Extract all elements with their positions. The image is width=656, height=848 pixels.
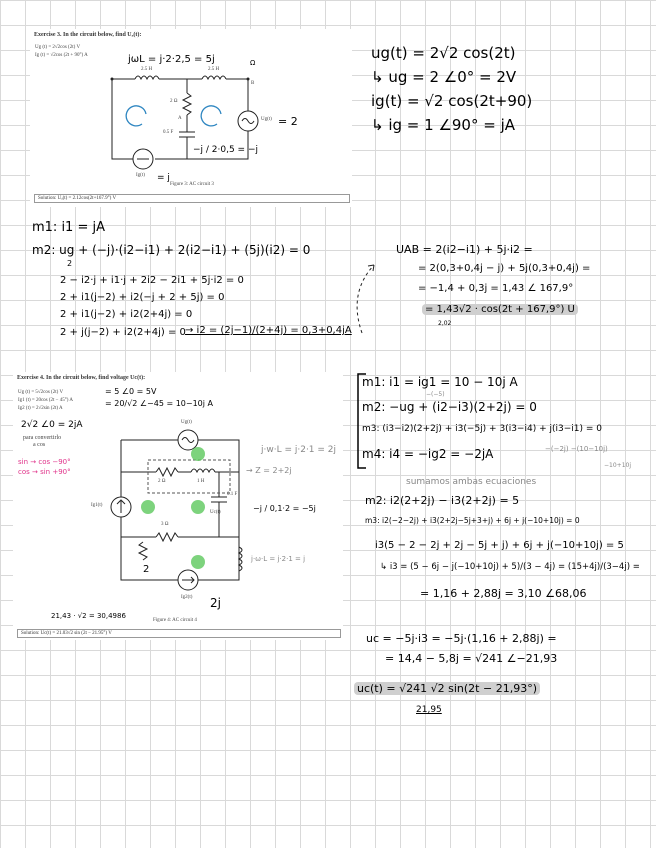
mesh3-i2-result: → i2 = (2j−1)/(2+4j) = 0,3+0,4jA bbox=[185, 325, 352, 336]
ex4-annotation-jwl: j·w·L = j·2·1 = 2j bbox=[261, 445, 337, 455]
label-ig-source: Ig(t) bbox=[136, 173, 145, 178]
ex4-annotation-l: j·ω·L = j·2·1 = j bbox=[251, 555, 306, 563]
uab-line4: = 1,43√2 · cos(2t + 167,9°) U bbox=[422, 304, 578, 315]
uab-line3: = −1,4 + 0,3j = 1,43 ∠ 167,9° bbox=[418, 283, 574, 294]
ex4-label-uc: Uc(t) bbox=[210, 510, 221, 515]
inductor-1h bbox=[191, 469, 215, 472]
phasor-ig-time: ig(t) = √2 cos(2t+90) bbox=[371, 92, 533, 110]
inductor-l1-symbol bbox=[135, 76, 159, 79]
exercise-3-title: Exercise 3. In the circuit below, find Uₐ(t): bbox=[34, 32, 142, 38]
mesh3-m2-sub: 2 bbox=[67, 259, 73, 268]
ex4-below-calc: 21,43 · √2 = 30,4986 bbox=[51, 612, 126, 620]
uc-line1: uc = −5j·i3 = −5j·(1,16 + 2,88j) = bbox=[366, 632, 557, 645]
exercise-4-panel bbox=[13, 372, 343, 640]
ex4-label-c: 0.1 F bbox=[227, 492, 238, 497]
phasor-ig: ↳ ig = 1 ∠90° = jA bbox=[371, 116, 516, 134]
ex4-mesh-m1-sub: −(−5) bbox=[426, 391, 445, 398]
ex4-i3-calc: ↳ i3 = (5 − 6j − j(−10+10j) + 5)/(3 − 4j) = (15+4j)/(3−4j) = bbox=[380, 562, 640, 572]
uc-time: uc(t) = √241 √2 sin(2t − 21,93°) bbox=[354, 682, 540, 695]
exercise-4-given-ig1: Ig1 (t) = 20cos (2t − 45°) A bbox=[18, 398, 73, 403]
exercise-4-given-ig2: Ig2 (t) = 2√2sin (2t) A bbox=[18, 406, 63, 411]
ex4-mesh-m1: m1: i1 = ig1 = 10 − 10j A bbox=[362, 375, 518, 389]
ex4-annotation-ig1: = 20/√2 ∠−45 = 10−10j A bbox=[105, 399, 213, 408]
resistor-symbol bbox=[183, 93, 191, 115]
exercise-4-solution: Solution: Uc(t) = 21.03√2 sin (2t − 21.95°) V bbox=[17, 629, 341, 638]
mesh-2-arrow bbox=[201, 106, 221, 126]
ex4-label-r2: 3 Ω bbox=[161, 522, 169, 527]
exercise-3-panel bbox=[30, 29, 352, 207]
uab-line2: = 2(0,3+0,4j − j) + 5j(0,3+0,4j) = bbox=[418, 263, 591, 274]
dashed-arrow bbox=[352, 258, 392, 338]
ex4-eq-m3: m3: i2(−2−2j) + i3(2+2j−5j+3+j) + 6j + j(−10+10j) = 0 bbox=[365, 516, 580, 525]
ex4-eq-m2: m2: i2(2+2j) − i3(2+2j) = 5 bbox=[365, 494, 520, 507]
uc-line2: = 14,4 − 5,8j = √241 ∠−21,93 bbox=[385, 652, 558, 665]
label-ug-source: Ug(t) bbox=[261, 117, 272, 122]
ex4-label-ug: Ug(t) bbox=[181, 420, 192, 425]
ex4-label-l1: 1 H bbox=[197, 479, 205, 484]
resistor-3ohm bbox=[156, 533, 178, 541]
label-node-a: A bbox=[178, 116, 182, 121]
phasor-ug: ↳ ug = 2 ∠0° = 2V bbox=[371, 68, 517, 86]
mesh-1-arrow bbox=[126, 106, 146, 126]
mesh3-line5: 2 + i1(j−2) + i2(2+4j) = 0 bbox=[60, 309, 193, 320]
mesh3-line4: 2 + i1(j−2) + i2(−j + 2 + 5j) = 0 bbox=[60, 292, 225, 303]
exercise-3-given-ug: Ug (t) = 2√2cos (2t) V bbox=[35, 45, 81, 50]
annotation-omega: Ω bbox=[250, 59, 256, 67]
uab-line5: 2,02 bbox=[438, 320, 452, 327]
annotation-jwl: jωL = j·2·2,5 = 5j bbox=[128, 54, 215, 65]
inductor-l2-symbol bbox=[202, 76, 226, 79]
ex4-label-2j: 2j bbox=[210, 596, 221, 610]
exercise-4-given-ug: Ug (t) = 5√2cos (2t) V bbox=[18, 390, 64, 395]
label-c: 0.5 F bbox=[163, 130, 174, 135]
ex4-note-cos: a cos bbox=[33, 442, 46, 448]
mesh3-line6: 2 + j(j−2) + i2(2+4j) = 0 bbox=[60, 327, 186, 338]
phasor-ug-time: ug(t) = 2√2 cos(2t) bbox=[371, 44, 516, 62]
ex4-label-r1: 2 Ω bbox=[158, 479, 166, 484]
ex4-mesh-m4-side2: −10+10j bbox=[604, 462, 631, 469]
ex4-pink-sin-cos: sin → cos −90° bbox=[18, 458, 71, 466]
ex4-annotation-c: −j / 0,1·2 = −5j bbox=[253, 504, 316, 513]
exercise-4-title: Exercise 4. In the circuit below, find voltage Uc(t): bbox=[17, 375, 146, 381]
ex4-label-ig1: Ig1(t) bbox=[91, 503, 103, 508]
ex4-label-ig2: Ig2(t) bbox=[181, 595, 193, 600]
ex4-i3-result: = 1,16 + 2,88j = 3,10 ∠68,06 bbox=[420, 587, 587, 600]
ex4-annotation-z: → Z = 2+2j bbox=[246, 466, 292, 475]
mesh3-m1: m1: i1 = jA bbox=[32, 220, 105, 235]
ex4-mesh-m2: m2: −ug + (i2−i3)(2+2j) = 0 bbox=[362, 400, 537, 414]
ex4-note-convert: para convertirlo bbox=[23, 435, 62, 441]
exercise-3-given-ig: Ig (t) = √2cos (2t + 90°) A bbox=[35, 53, 88, 58]
ex4-annotation-ug: = 5 ∠0 = 5V bbox=[105, 387, 157, 396]
resistor-left bbox=[139, 542, 147, 560]
label-node-b: B bbox=[251, 81, 255, 86]
annotation-2: = 2 bbox=[278, 115, 298, 128]
figure-4-caption: Figure 4: AC circuit 4 bbox=[153, 618, 197, 623]
annotation-cap: −j / 2·0,5 = −j bbox=[193, 145, 258, 155]
uab-line1: UAB = 2(i2−i1) + 5j·i2 = bbox=[396, 243, 533, 256]
resistor-2ohm bbox=[156, 468, 178, 476]
label-r: 2 Ω bbox=[170, 99, 178, 104]
uc-time-sub: 21,95 bbox=[416, 705, 442, 715]
ex4-pink-cos-sin: cos → sin +90° bbox=[18, 468, 71, 476]
ex4-mesh-m4-side: −(−2j) −(10−10j) bbox=[545, 445, 608, 453]
ex4-mesh-m3: m3: (i3−i2)(2+2j) + i3(−5j) + 3(i3−i4) + j(i3−i1) = 0 bbox=[362, 424, 602, 434]
ex4-annotation-ig2: 2√2 ∠0 = 2jA bbox=[21, 420, 83, 430]
label-l2: 2.5 H bbox=[208, 67, 220, 72]
ex4-eq-sum: i3(5 − 2 − 2j + 2j − 5j + j) + 6j + j(−10+10j) = 5 bbox=[375, 540, 624, 551]
label-l1: 2.5 H bbox=[141, 67, 153, 72]
figure-3-caption: Figure 3: AC circuit 3 bbox=[170, 182, 214, 187]
ex4-label-2: 2 bbox=[143, 564, 150, 575]
mesh3-line3: 2 − i2·j + i1·j + 2i2 − 2i1 + 5j·i2 = 0 bbox=[60, 275, 244, 286]
mesh3-m2: m2: ug + (−j)·(i2−i1) + 2(i2−i1) + (5j)(i2) = 0 bbox=[32, 243, 311, 257]
ex4-mesh-m4: m4: i4 = −ig2 = −2jA bbox=[362, 447, 494, 461]
ex4-hint: sumamos ambas ecuaciones bbox=[406, 477, 537, 487]
annotation-j: = j bbox=[157, 173, 170, 183]
exercise-3-solution: Solution: Uₐ(t) = 2.12cos(2t+167.9°) V bbox=[34, 194, 350, 203]
